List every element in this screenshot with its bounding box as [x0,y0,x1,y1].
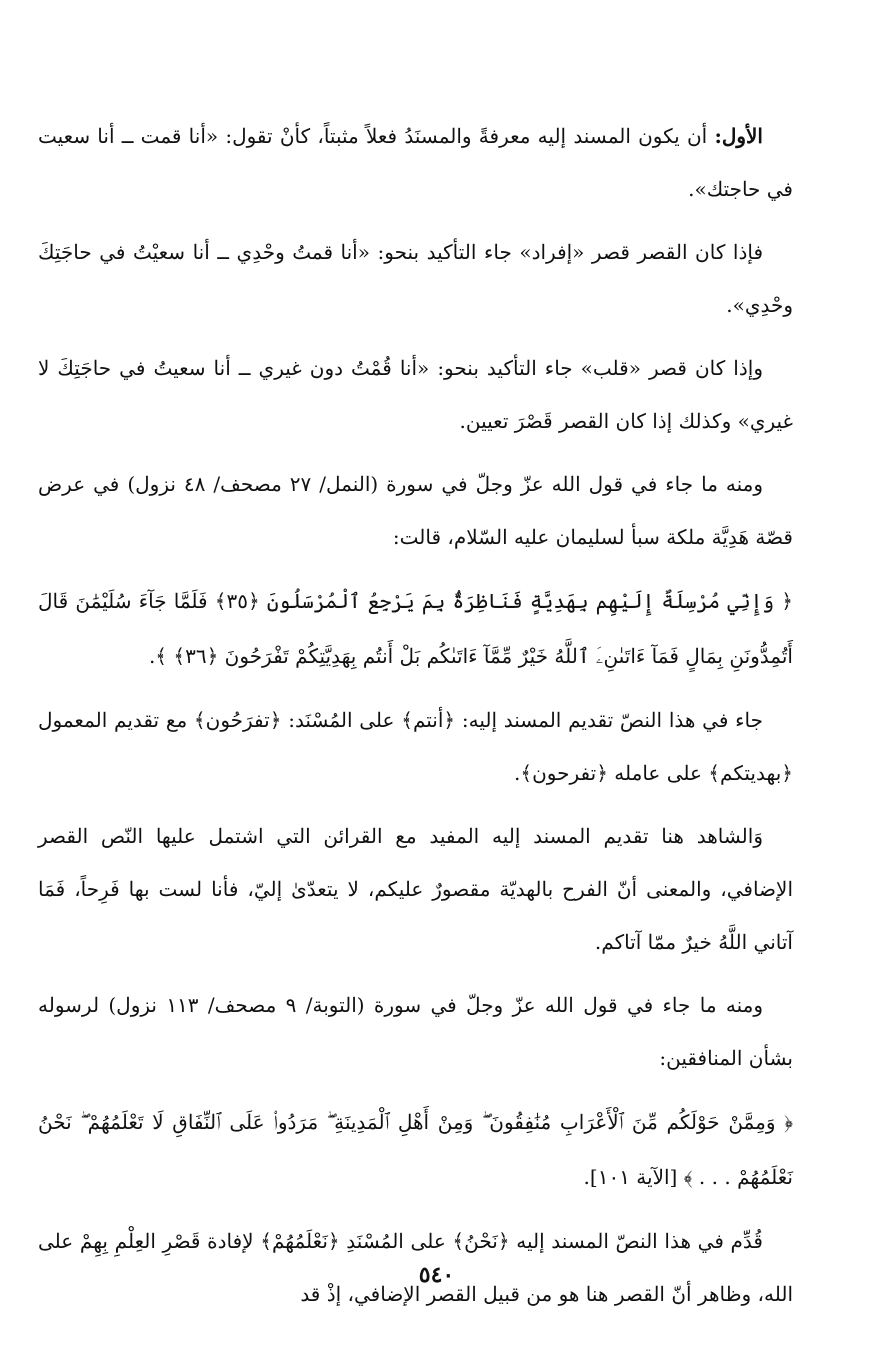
paragraph-tawba-analysis: قُدِّم في هذا النصّ المسند إليه ﴿نَحْنُ﴾ على المُسْنَدِ ﴿نَعْلَمُهُمْ﴾ لإفادة قَصْرِ العِلْمِ بِهِمْ على الله، وظاهر أنّ القصر هنا هو من قبيل القصر الإضافي، إذْ قد [38,1229,793,1306]
page-body [38,110,793,1308]
paragraph-naml-intro: ومنه ما جاء في قول الله عزّ وجلّ في سورة (النمل/ ٢٧ مصحف/ ٤٨ نزول) في عرض قصّة هَدِيَّة ملكة سبأ لسليمان عليه السّلام، قالت: [38,472,793,549]
paragraph-naml-analysis: جاء في هذا النصّ تقديم المسند إليه: ﴿أنتم﴾ على المُسْنَد: ﴿تفرَحُون﴾ مع تقديم المعمول ﴿بهديتكم﴾ على عامله ﴿تفرحون﴾. [38,708,793,785]
paragraph-ifrad: فإذا كان القصر قصر «إفراد» جاء التأكيد بنحو: «أنا قمتُ وحْدِي ــ أنا سعيْتُ في حاجَتِكَ وحْدِي». [38,240,793,317]
page-number: ٥٤٠ [418,1262,455,1288]
quran-verse-tawba: ﴿ وَمِمَّنْ حَوْلَكُم مِّنَ ٱلْأَعْرَابِ مُنَٰفِقُونَ ۖ وَمِنْ أَهْلِ ٱلْمَدِينَةِ ۖ مَرَدُوا۟ عَلَى ٱلنِّفَاقِ لَا تَعْلَمُهُمْ ۖ نَحْنُ نَعْلَمُهُمْ . . . ﴾ [الآية ١٠١]. [38,1110,793,1189]
paragraph-tawba-intro: ومنه ما جاء في قول الله عزّ وجلّ في سورة (التوبة/ ٩ مصحف/ ١١٣ نزول) لرسوله بشأن المنافقين: [38,993,793,1070]
quran-verse-naml: ﴿ وَإِنِّي مُرْسِلَةٌ إِلَيْهِم بِهَدِيَّةٍ فَنَاظِرَةٌۢ بِمَ يَرْجِعُ ٱلْمُرْسَلُونَ ﴿٣٥﴾ فَلَمَّا جَآءَ سُلَيْمَٰنَ قَالَ أَتُمِدُّونَنِ بِمَالٍ فَمَآ ءَاتَىٰنِۦَ ٱللَّهُ خَيْرٌ مِّمَّآ ءَاتَىٰكُم بَلْ أَنتُم بِهَدِيَّتِكُمْ تَفْرَحُونَ ﴿٣٦﴾ ﴾. [38,589,794,668]
paragraph-first-case [38,110,793,216]
paragraph-text: أن يكون المسند إليه معرفةً والمسنَدُ فعلاً مثبتاً، كأنْ تقول: «أنا قمت ــ أنا سعيت في حاجتك». [38,124,793,201]
paragraph-qalb: وإذا كان قصر «قلب» جاء التأكيد بنحو: «أنا قُمْتُ دون غيري ــ أنا سعيتُ في حاجَتِكَ لا غيري» وكذلك إذا كان القصر قَصْرَ تعيين. [38,356,793,433]
paragraph-shahid: وَالشاهد هنا تقديم المسند إليه المفيد مع القرائن التي اشتمل عليها النّص القصر الإضافي، والمعنى أنّ الفرح بالهديّة مقصورٌ عليكم، لا يتعدّىٰ إليّ، فأنا لست بها فَرِحاً، فَمَا آتاني اللَّهُ خيرٌ ممّا آتاكم. [38,824,793,954]
lead-word: الأول: [714,124,763,148]
